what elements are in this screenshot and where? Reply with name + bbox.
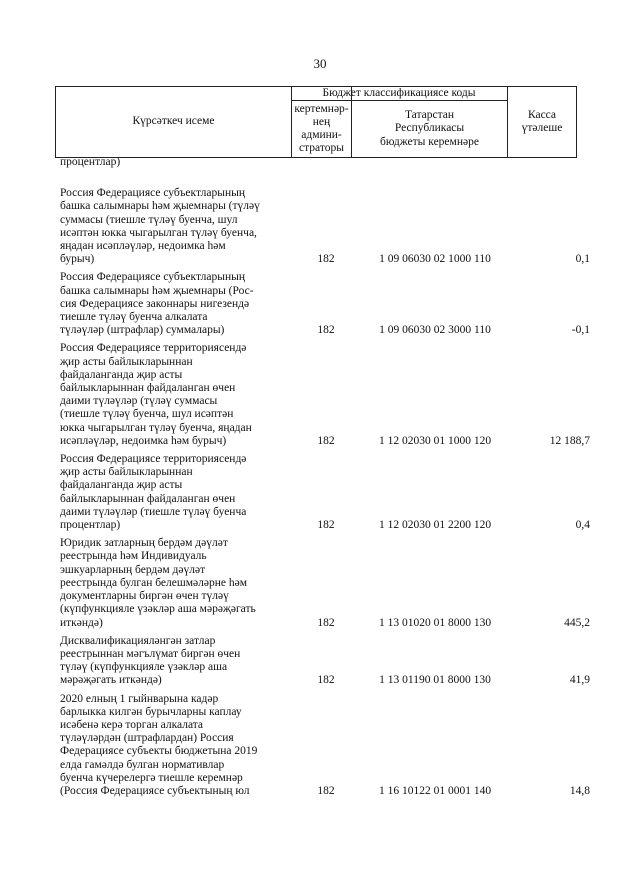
table-row-continuation bbox=[60, 156, 590, 169]
row-budget-code: 1 09 06030 02 3000 110 bbox=[379, 324, 491, 337]
row-budget-code: 1 12 02030 01 1000 120 bbox=[378, 434, 492, 447]
row-budget-code: 1 13 01190 01 8000 130 bbox=[379, 674, 491, 687]
table-row bbox=[60, 271, 590, 337]
table-body bbox=[60, 156, 590, 798]
table-row bbox=[60, 635, 590, 688]
header-budget-classification: Бюджет классификациясе коды bbox=[322, 86, 476, 99]
table-row bbox=[60, 187, 590, 266]
row-admin-code: 182 bbox=[317, 784, 335, 797]
header-indicator-name: Күрсәткеч исеме bbox=[132, 115, 215, 128]
header-amount: Касса үтәлеше bbox=[521, 108, 563, 134]
row-amount: 445,2 bbox=[564, 616, 590, 629]
row-admin-code: 182 bbox=[317, 434, 335, 447]
row-budget-code: 1 16 10122 01 0001 140 bbox=[378, 784, 492, 797]
row-amount: 12 188,7 bbox=[549, 434, 590, 447]
table-row bbox=[60, 693, 590, 799]
row-admin-code: 182 bbox=[317, 253, 335, 266]
row-amount: 41,9 bbox=[569, 674, 590, 687]
row-amount: -0,1 bbox=[571, 324, 590, 337]
header-budget-code: Татарстан Республикасы бюджеты керемнәре bbox=[380, 109, 479, 148]
page-number: 30 bbox=[313, 56, 327, 71]
row-name: 2020 елның 1 гыйнварына кадәр барлыкка килгән бурычларны каплау исәбенә керә торган алкалата түләүләрдән (штрафлардан) Россия Федерациясе субъекты бюджетына 2019 елда гамәлдә булган нормативлар буенча күчерелергә тиешле керемнәр (Россия Федерациясе субъектының юл bbox=[60, 692, 258, 797]
row-name: Россия Федерациясе территориясендә җир асты байлыкларыннан файдаланганда җир асты байлыкларыннан файдаланган өчен даими түләүләр (түләү суммасы (тиешле түләү буенча, шул исәптән юкка чыгарылган түләү буенча, яңадан исәпләүләр, недоимка һәм бурыч) bbox=[60, 342, 252, 447]
row-name: Россия Федерациясе территориясендә җир асты байлыкларыннан файдаланганда җир асты байлыкларыннан файдаланган өчен даими түләүләр (тиешле түләү буенча процентлар) bbox=[60, 453, 247, 532]
row-admin-code: 182 bbox=[317, 674, 335, 687]
row-amount: 0,1 bbox=[575, 253, 590, 266]
row-amount: 14,8 bbox=[569, 784, 590, 797]
row-name: Россия Федерациясе субъектларының башка салымнары һәм җыемнары (түләү суммасы (тиешле түләү буенча, шул исәптән юкка чыгарылган түләү буенча, яңадан исәпләүләр, недоимка һәм бурыч) bbox=[60, 187, 260, 266]
row-admin-code: 182 bbox=[317, 519, 335, 532]
row-name: Россия Федерациясе субъектларының башка салымнары һәм җыемнары (Рос- сия Федерациясе законнары нигезендә тиешле түләү буенча алкалата түләүләр (штрафлар) суммалары) bbox=[60, 271, 254, 337]
row-admin-code: 182 bbox=[317, 616, 335, 629]
row-name: Юридик затларның бердәм дәүләт реестрында һәм Индивидуаль эшкуарларның бердәм дәүләт реестрында булган белешмәләрне һәм документларны биргән өчен түләү (күпфункцияле үзәкләр аша мәрәҗәгать иткәндә) bbox=[60, 537, 256, 629]
row-name: Дисквалификацияләнгән затлар реестрыннан мәгълүмат биргән өчен түләү (күпфункцияле үзәкләр аша мәрәҗәгать иткәндә) bbox=[60, 634, 241, 687]
row-name: процентлар) bbox=[60, 156, 121, 168]
row-budget-code: 1 09 06030 02 1000 110 bbox=[379, 253, 491, 266]
row-amount: 0,4 bbox=[575, 519, 590, 532]
header-admin-code: кертемнәр- нең админи- страторы bbox=[294, 102, 349, 155]
table-header bbox=[55, 86, 577, 158]
row-budget-code: 1 13 01020 01 8000 130 bbox=[378, 616, 492, 629]
table-row bbox=[60, 342, 590, 448]
row-admin-code: 182 bbox=[317, 324, 335, 337]
table-row bbox=[60, 537, 590, 629]
row-budget-code: 1 12 02030 01 2200 120 bbox=[378, 519, 492, 532]
table-row bbox=[60, 453, 590, 532]
